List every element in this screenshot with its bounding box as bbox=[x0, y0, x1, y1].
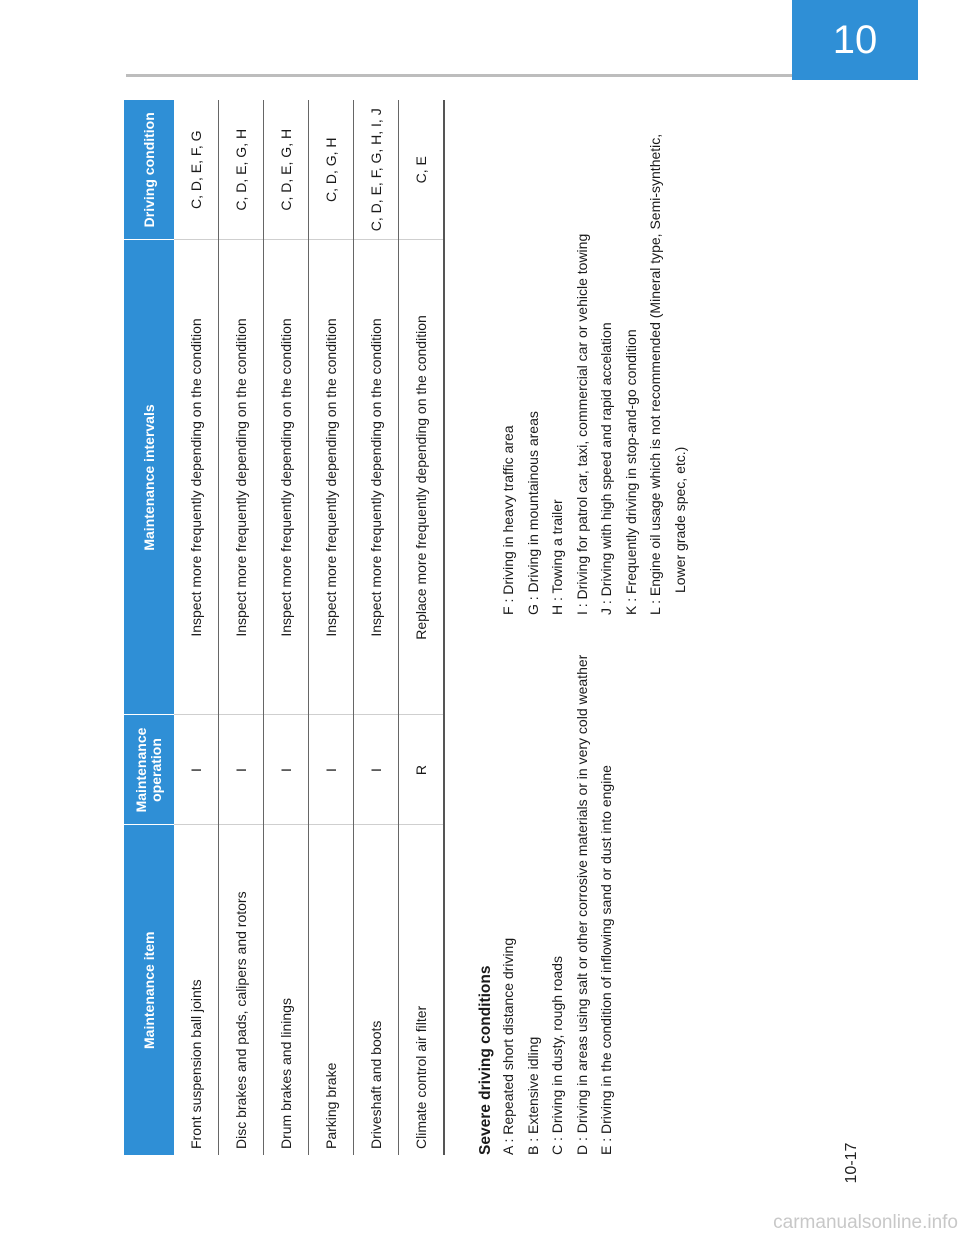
chapter-number: 10 bbox=[832, 17, 878, 62]
table-row bbox=[309, 100, 354, 1155]
maintenance-table bbox=[124, 100, 445, 1155]
header-driving-condition: Driving condition bbox=[124, 100, 174, 240]
condition-item: G : Driving in mountainous areas bbox=[524, 411, 541, 615]
rotated-content bbox=[124, 100, 704, 1155]
cell-interval: Inspect more frequently depending on the condition bbox=[174, 240, 219, 715]
cell-operation: I bbox=[174, 715, 219, 825]
cell-item: Disc brakes and pads, calipers and rotors bbox=[219, 825, 264, 1155]
conditions-list-right bbox=[496, 100, 692, 615]
header-maintenance-intervals: Maintenance intervals bbox=[124, 240, 174, 715]
table-header-row bbox=[124, 100, 174, 1155]
watermark: carmanualsonline.info bbox=[773, 1212, 958, 1233]
cell-item: Front suspension ball joints bbox=[174, 825, 219, 1155]
cell-item: Drum brakes and linings bbox=[264, 825, 309, 1155]
condition-item: B : Extensive idling bbox=[524, 1036, 541, 1155]
header-maintenance-item: Maintenance item bbox=[124, 825, 174, 1155]
cell-item: Climate control air filter bbox=[399, 825, 445, 1155]
cell-condition: C, D, E, G, H bbox=[219, 100, 264, 240]
cell-operation: I bbox=[219, 715, 264, 825]
cell-interval: Inspect more frequently depending on the condition bbox=[309, 240, 354, 715]
condition-item: E : Driving in the condition of inflowing sand or dust into engine bbox=[598, 765, 614, 1155]
header-maintenance-operation: Maintenance operation bbox=[124, 715, 174, 825]
table-row bbox=[354, 100, 399, 1155]
condition-item: C : Driving in dusty, rough roads bbox=[549, 956, 565, 1155]
condition-item: A : Repeated short distance driving bbox=[500, 937, 516, 1155]
cell-condition: C, D, G, H bbox=[309, 100, 354, 240]
cell-condition: C, E bbox=[399, 100, 445, 240]
cell-condition: C, D, E, F, G, H, I, J bbox=[354, 100, 399, 240]
cell-condition: C, D, E, F, G bbox=[174, 100, 219, 240]
cell-operation: I bbox=[309, 715, 354, 825]
condition-item: D : Driving in areas using salt or other corrosive materials or in very cold weather bbox=[573, 654, 590, 1155]
cell-interval: Inspect more frequently depending on the condition bbox=[354, 240, 399, 715]
table-row bbox=[264, 100, 309, 1155]
cell-operation: R bbox=[399, 715, 445, 825]
cell-item: Driveshaft and boots bbox=[354, 825, 399, 1155]
cell-interval: Replace more frequently depending on the condition bbox=[399, 240, 445, 715]
page-number: 10-17 bbox=[843, 1142, 860, 1184]
table-row bbox=[399, 100, 445, 1155]
severe-conditions-section bbox=[476, 100, 692, 1155]
condition-item: K : Frequently driving in stop-and-go condition bbox=[622, 329, 639, 615]
condition-item: I : Driving for patrol car, taxi, commercial car or vehicle towing bbox=[573, 233, 590, 615]
conditions-list-left bbox=[496, 615, 692, 1155]
cell-item: Parking brake bbox=[309, 825, 354, 1155]
cell-interval: Inspect more frequently depending on the condition bbox=[264, 240, 309, 715]
condition-item: L : Engine oil usage which is not recommended (Mineral type, Semi-synthetic, Lower grade spec, etc.) bbox=[647, 133, 688, 615]
severe-conditions-title: Severe driving conditions bbox=[477, 965, 494, 1155]
cell-interval: Inspect more frequently depending on the condition bbox=[219, 240, 264, 715]
condition-item: J : Driving with high speed and rapid accelation bbox=[598, 322, 614, 615]
chapter-tab bbox=[792, 0, 918, 80]
cell-condition: C, D, E, G, H bbox=[264, 100, 309, 240]
condition-item: H : Towing a trailer bbox=[549, 499, 565, 615]
table-row bbox=[174, 100, 219, 1155]
table-row bbox=[219, 100, 264, 1155]
condition-item: F : Driving in heavy traffic area bbox=[500, 425, 516, 615]
cell-operation: I bbox=[264, 715, 309, 825]
cell-operation: I bbox=[354, 715, 399, 825]
header-rule bbox=[126, 74, 792, 77]
